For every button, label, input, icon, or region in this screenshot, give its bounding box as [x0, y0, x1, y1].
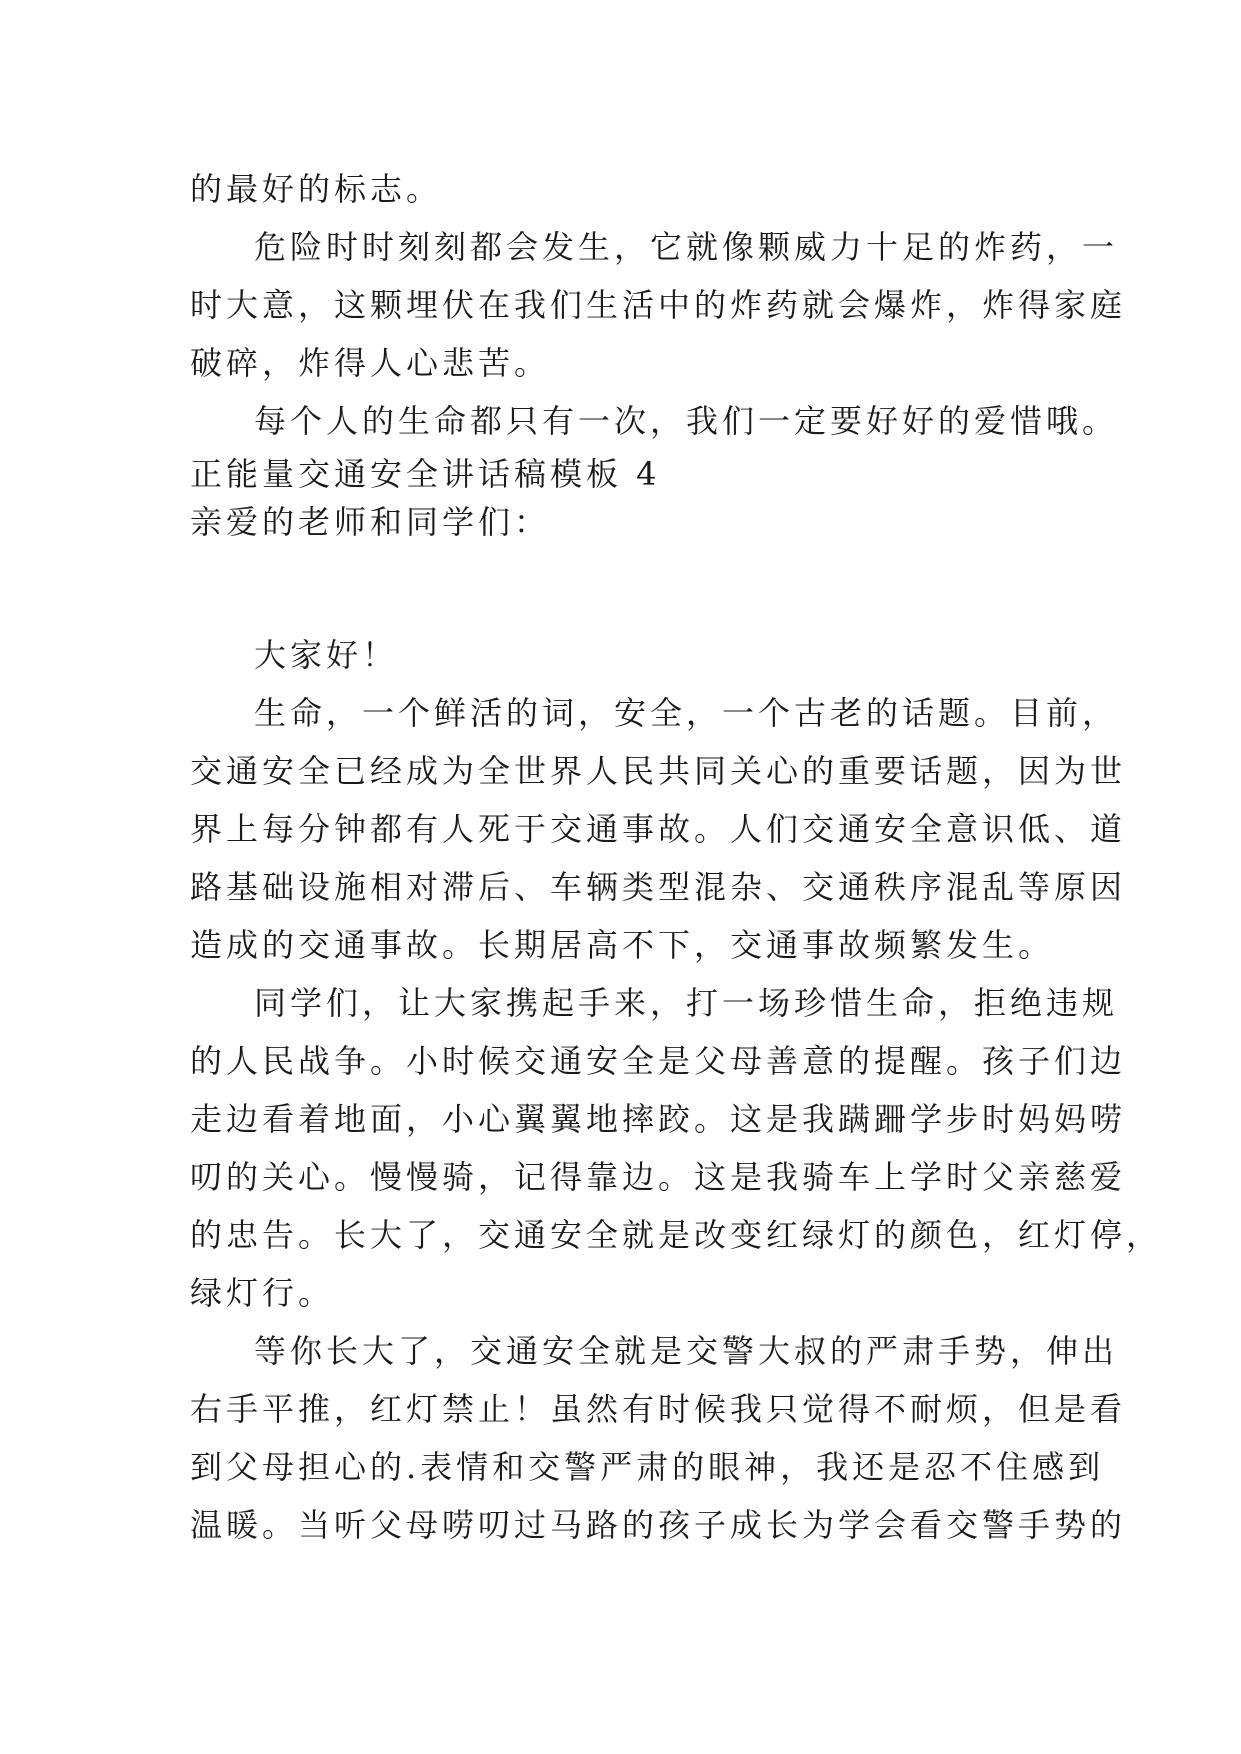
text-line: 时大意，这颗埋伏在我们生活中的炸药就会爆炸，炸得家庭	[190, 286, 1127, 324]
text-line: 叨的关心。慢慢骑，记得靠边。这是我骑车上学时父亲慈爱	[190, 1158, 1127, 1196]
text-line: 造成的交通事故。长期居高不下，交通事故频繁发生。	[190, 926, 1055, 964]
greeting: 大家好！	[254, 636, 399, 674]
text-line: 等你长大了，交通安全就是交警大叔的严肃手势，伸出	[254, 1332, 1119, 1370]
text-line: 生命，一个鲜活的词，安全，一个古老的话题。目前，	[254, 694, 1119, 732]
text-line: 破碎，炸得人心悲苦。	[190, 344, 551, 382]
text-line: 同学们，让大家携起手来，打一场珍惜生命，拒绝违规	[254, 984, 1119, 1022]
blank-gap	[190, 546, 1070, 626]
text-line: 温暖。当听父母唠叨过马路的孩子成长为学会看交警手势的	[190, 1506, 1127, 1544]
text-line: 的人民战争。小时候交通安全是父母善意的提醒。孩子们边	[190, 1042, 1127, 1080]
text-line: 危险时时刻刻都会发生，它就像颗威力十足的炸药，一	[254, 228, 1119, 266]
text-line: 交通安全已经成为全世界人民共同关心的重要话题，因为世	[190, 752, 1127, 790]
text-line: 右手平推，红灯禁止！虽然有时候我只觉得不耐烦，但是看	[190, 1390, 1127, 1428]
section-heading: 正能量交通安全讲话稿模板 4	[190, 455, 661, 493]
text-line: 每个人的生命都只有一次，我们一定要好好的爱惜哦。	[254, 402, 1119, 440]
salutation: 亲爱的老师和同学们：	[190, 503, 551, 541]
text-line: 到父母担心的.表情和交警严肃的眼神，我还是忍不住感到	[190, 1448, 1105, 1486]
text-line: 走边看着地面，小心翼翼地摔跤。这是我蹒跚学步时妈妈唠	[190, 1100, 1127, 1138]
document-body	[190, 160, 1163, 1554]
text-line: 界上每分钟都有人死于交通事故。人们交通安全意识低、道	[190, 810, 1127, 848]
text-line: 绿灯行。	[190, 1274, 335, 1312]
text-line: 的最好的标志。	[190, 170, 443, 208]
text-line: 路基础设施相对滞后、车辆类型混杂、交通秩序混乱等原因	[190, 868, 1127, 906]
text-line: 的忠告。长大了，交通安全就是改变红绿灯的颜色，红灯停，	[190, 1216, 1163, 1254]
